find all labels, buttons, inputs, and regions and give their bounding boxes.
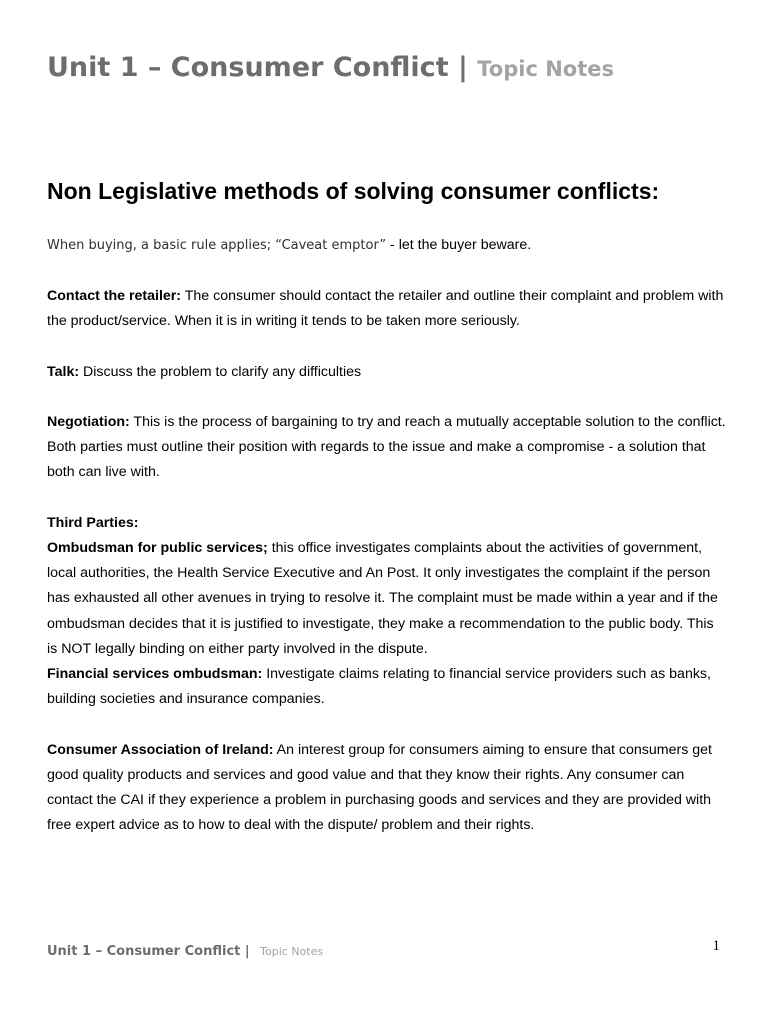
spacer (47, 712, 727, 737)
ombudsman-text: this office investigates complaints about the activities of government, local authorities, the Health Service Executive and An Post. It only investigates the complaint if the person has exhausted all other avenues in trying to resolve it. The complaint must be made within a year and if the ombudsman decides that it is justified to investigate, they make a recommendation to the public body. This is NOT legally binding on either party involved in the dispute. (47, 539, 718, 657)
intro-tail: - let the buyer beware. (386, 237, 532, 253)
contact-retailer-text: The consumer should contact the retailer and outline their complaint and problem with the product/service. When it is in writing it tends to be taken more seriously. (47, 288, 724, 330)
negotiation-label: Negotiation: (47, 413, 130, 430)
financial-ombudsman-paragraph (47, 662, 727, 712)
spacer (47, 385, 727, 410)
intro-lead: When buying, a basic rule applies; “Caveat emptor” (47, 238, 387, 253)
page-number: 1 (712, 938, 720, 954)
talk-text: Discuss the problem to clarify any difficulties (79, 363, 362, 380)
footer-unit-title: Unit 1 – Consumer Conflict | (47, 944, 255, 959)
footer-topic-label: Topic Notes (260, 945, 324, 958)
spacer (47, 486, 727, 511)
document-body (47, 177, 727, 838)
contact-retailer-paragraph (47, 284, 727, 334)
financial-ombudsman-label: Financial services ombudsman: (47, 666, 263, 682)
page-header (47, 52, 614, 83)
page-heading: Non Legislative methods of solving consumer conflicts: (47, 178, 660, 204)
talk-label: Talk: (47, 363, 80, 380)
third-parties-label: Third Parties: (47, 514, 139, 531)
spacer (47, 334, 727, 359)
cai-label: Consumer Association of Ireland: (47, 741, 274, 758)
contact-retailer-label: Contact the retailer: (47, 288, 182, 304)
financial-ombudsman-text: Investigate claims relating to financial service providers such as banks, building societies and insurance companies. (47, 666, 711, 708)
intro-paragraph (47, 233, 727, 258)
spacer (47, 258, 727, 284)
negotiation-text: This is the process of bargaining to try and reach a mutually acceptable solution to the conflict. Both parties must outline their position with regards to the issue and make a compromise - a solution that both can live with. (47, 413, 726, 481)
header-topic-label: Topic Notes (477, 57, 615, 81)
negotiation-paragraph (47, 410, 727, 486)
third-parties-heading (47, 511, 727, 536)
page-footer (47, 940, 323, 959)
ombudsman-label: Ombudsman for public services; (47, 539, 268, 556)
header-unit-title: Unit 1 – Consumer Conflict | (47, 52, 478, 83)
cai-paragraph (47, 738, 727, 839)
cai-text: An interest group for consumers aiming to ensure that consumers get good quality products and services and good value and that they know their rights. Any consumer can contact the CAI if they experience a problem in purchasing goods and services and they are provided with free expert advice as to how to deal with the dispute/ problem and their rights. (47, 741, 712, 834)
ombudsman-paragraph (47, 536, 727, 662)
talk-paragraph (47, 360, 727, 385)
